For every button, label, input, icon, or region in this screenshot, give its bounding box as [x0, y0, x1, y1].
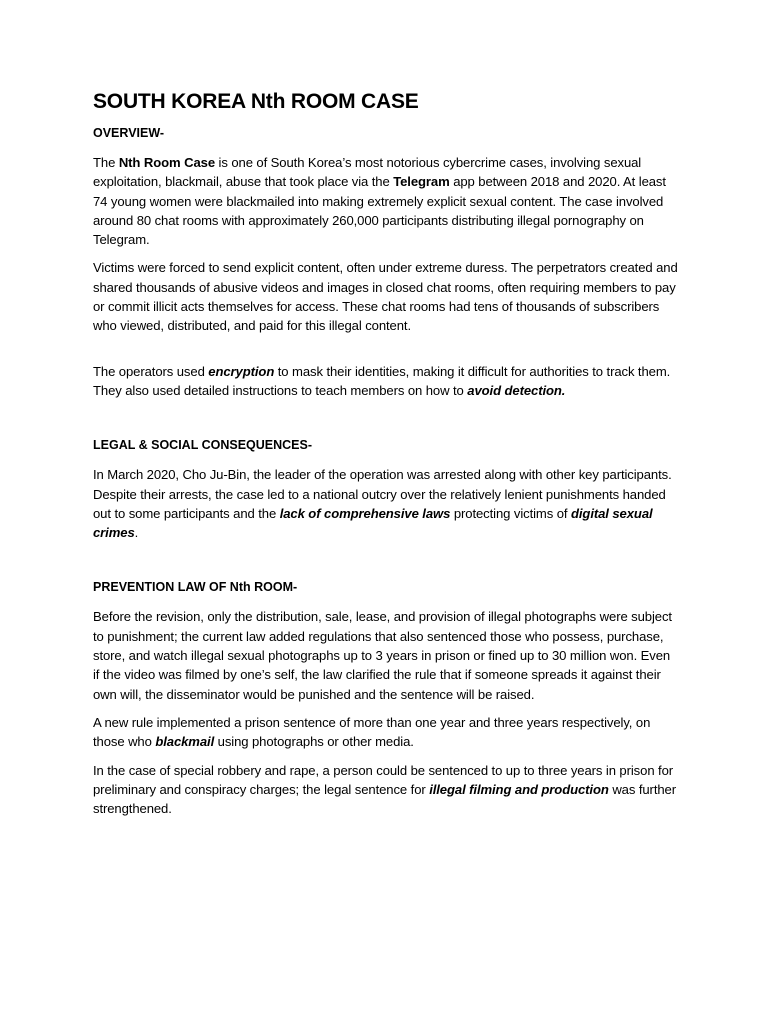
- text-run: A new rule implemented a prison sentence of more than one year and three years respectively, on those who: [93, 714, 651, 750]
- overview-paragraph-3: [93, 362, 678, 401]
- emphasis-blackmail: blackmail: [155, 734, 215, 750]
- text-run: The: [93, 155, 119, 170]
- text-run: using photographs or other media.: [214, 734, 414, 750]
- text-run: was further strengthened.: [93, 781, 676, 817]
- emphasis-lack-of-laws: lack of comprehensive laws: [279, 505, 451, 521]
- bold-term-telegram: Telegram: [393, 174, 450, 190]
- text-run: In March 2020, Cho Ju-Bin, the leader of the operation was arrested along with other key participants. Despite their arrests, the case led to a national outcry over the relatively lenient punishments handed out to some participants and the: [93, 467, 672, 521]
- bold-term-nth-room-case: Nth Room Case: [118, 155, 215, 170]
- text-run: app between 2018 and 2020. At least 74 young women were blackmailed into making extremely explicit sexual content. The case involved around 80 chat rooms with approximately 260,000 participants distributing illegal pornography on Telegram.: [93, 174, 666, 248]
- text-run: to mask their identities, making it difficult for authorities to track them. They also used detailed instructions to teach members on how to: [93, 363, 671, 398]
- prevention-law-heading: PREVENTION LAW OF Nth ROOM-: [93, 580, 298, 595]
- prevention-paragraph-1: Before the revision, only the distribution, sale, lease, and provision of illegal photographs were subject to punishment; the current law added regulations that also sentenced those who possess, purchase, store, and watch illegal sexual photographs up to 3 years in prison or fined up to 30 million won. Even if the video was filmed by one’s self, the law clarified the rule that if someone spreads it against their own will, the disseminator would be punished and the sentence will be raised.: [93, 609, 672, 702]
- overview-paragraph-1: [93, 153, 678, 249]
- overview-paragraph-2: Victims were forced to send explicit content, often under extreme duress. The perpetrators created and shared thousands of abusive videos and images in closed chat rooms, often requiring members to pay or commit illicit acts themselves for access. These chat rooms had tens of thousands of subscribers who viewed, distributed, and paid for this illegal content.: [93, 260, 678, 334]
- emphasis-avoid-detection: avoid detection.: [467, 382, 566, 398]
- text-run: .: [134, 525, 139, 541]
- emphasis-illegal-filming: illegal filming and production: [429, 781, 609, 797]
- overview-heading: OVERVIEW-: [93, 126, 165, 140]
- document-title: SOUTH KOREA Nth ROOM CASE: [93, 90, 419, 113]
- emphasis-encryption: encryption: [208, 363, 275, 379]
- prevention-paragraph-2: [93, 713, 678, 752]
- text-run: protecting victims of: [450, 505, 571, 521]
- text-run: The operators used: [93, 363, 209, 379]
- text-run: is one of South Korea’s most notorious cybercrime cases, involving sexual exploitation, blackmail, abuse that took place via the: [93, 155, 642, 190]
- legal-paragraph-1: [93, 465, 678, 542]
- prevention-paragraph-3: [93, 761, 678, 819]
- document-page: [93, 88, 678, 827]
- text-run: In the case of special robbery and rape, a person could be sentenced to up to three years in prison for preliminary and conspiracy charges; the legal sentence for: [93, 762, 674, 797]
- legal-consequences-heading: LEGAL & SOCIAL CONSEQUENCES-: [93, 438, 313, 453]
- emphasis-digital-sexual-crimes: digital sexual crimes: [93, 505, 653, 541]
